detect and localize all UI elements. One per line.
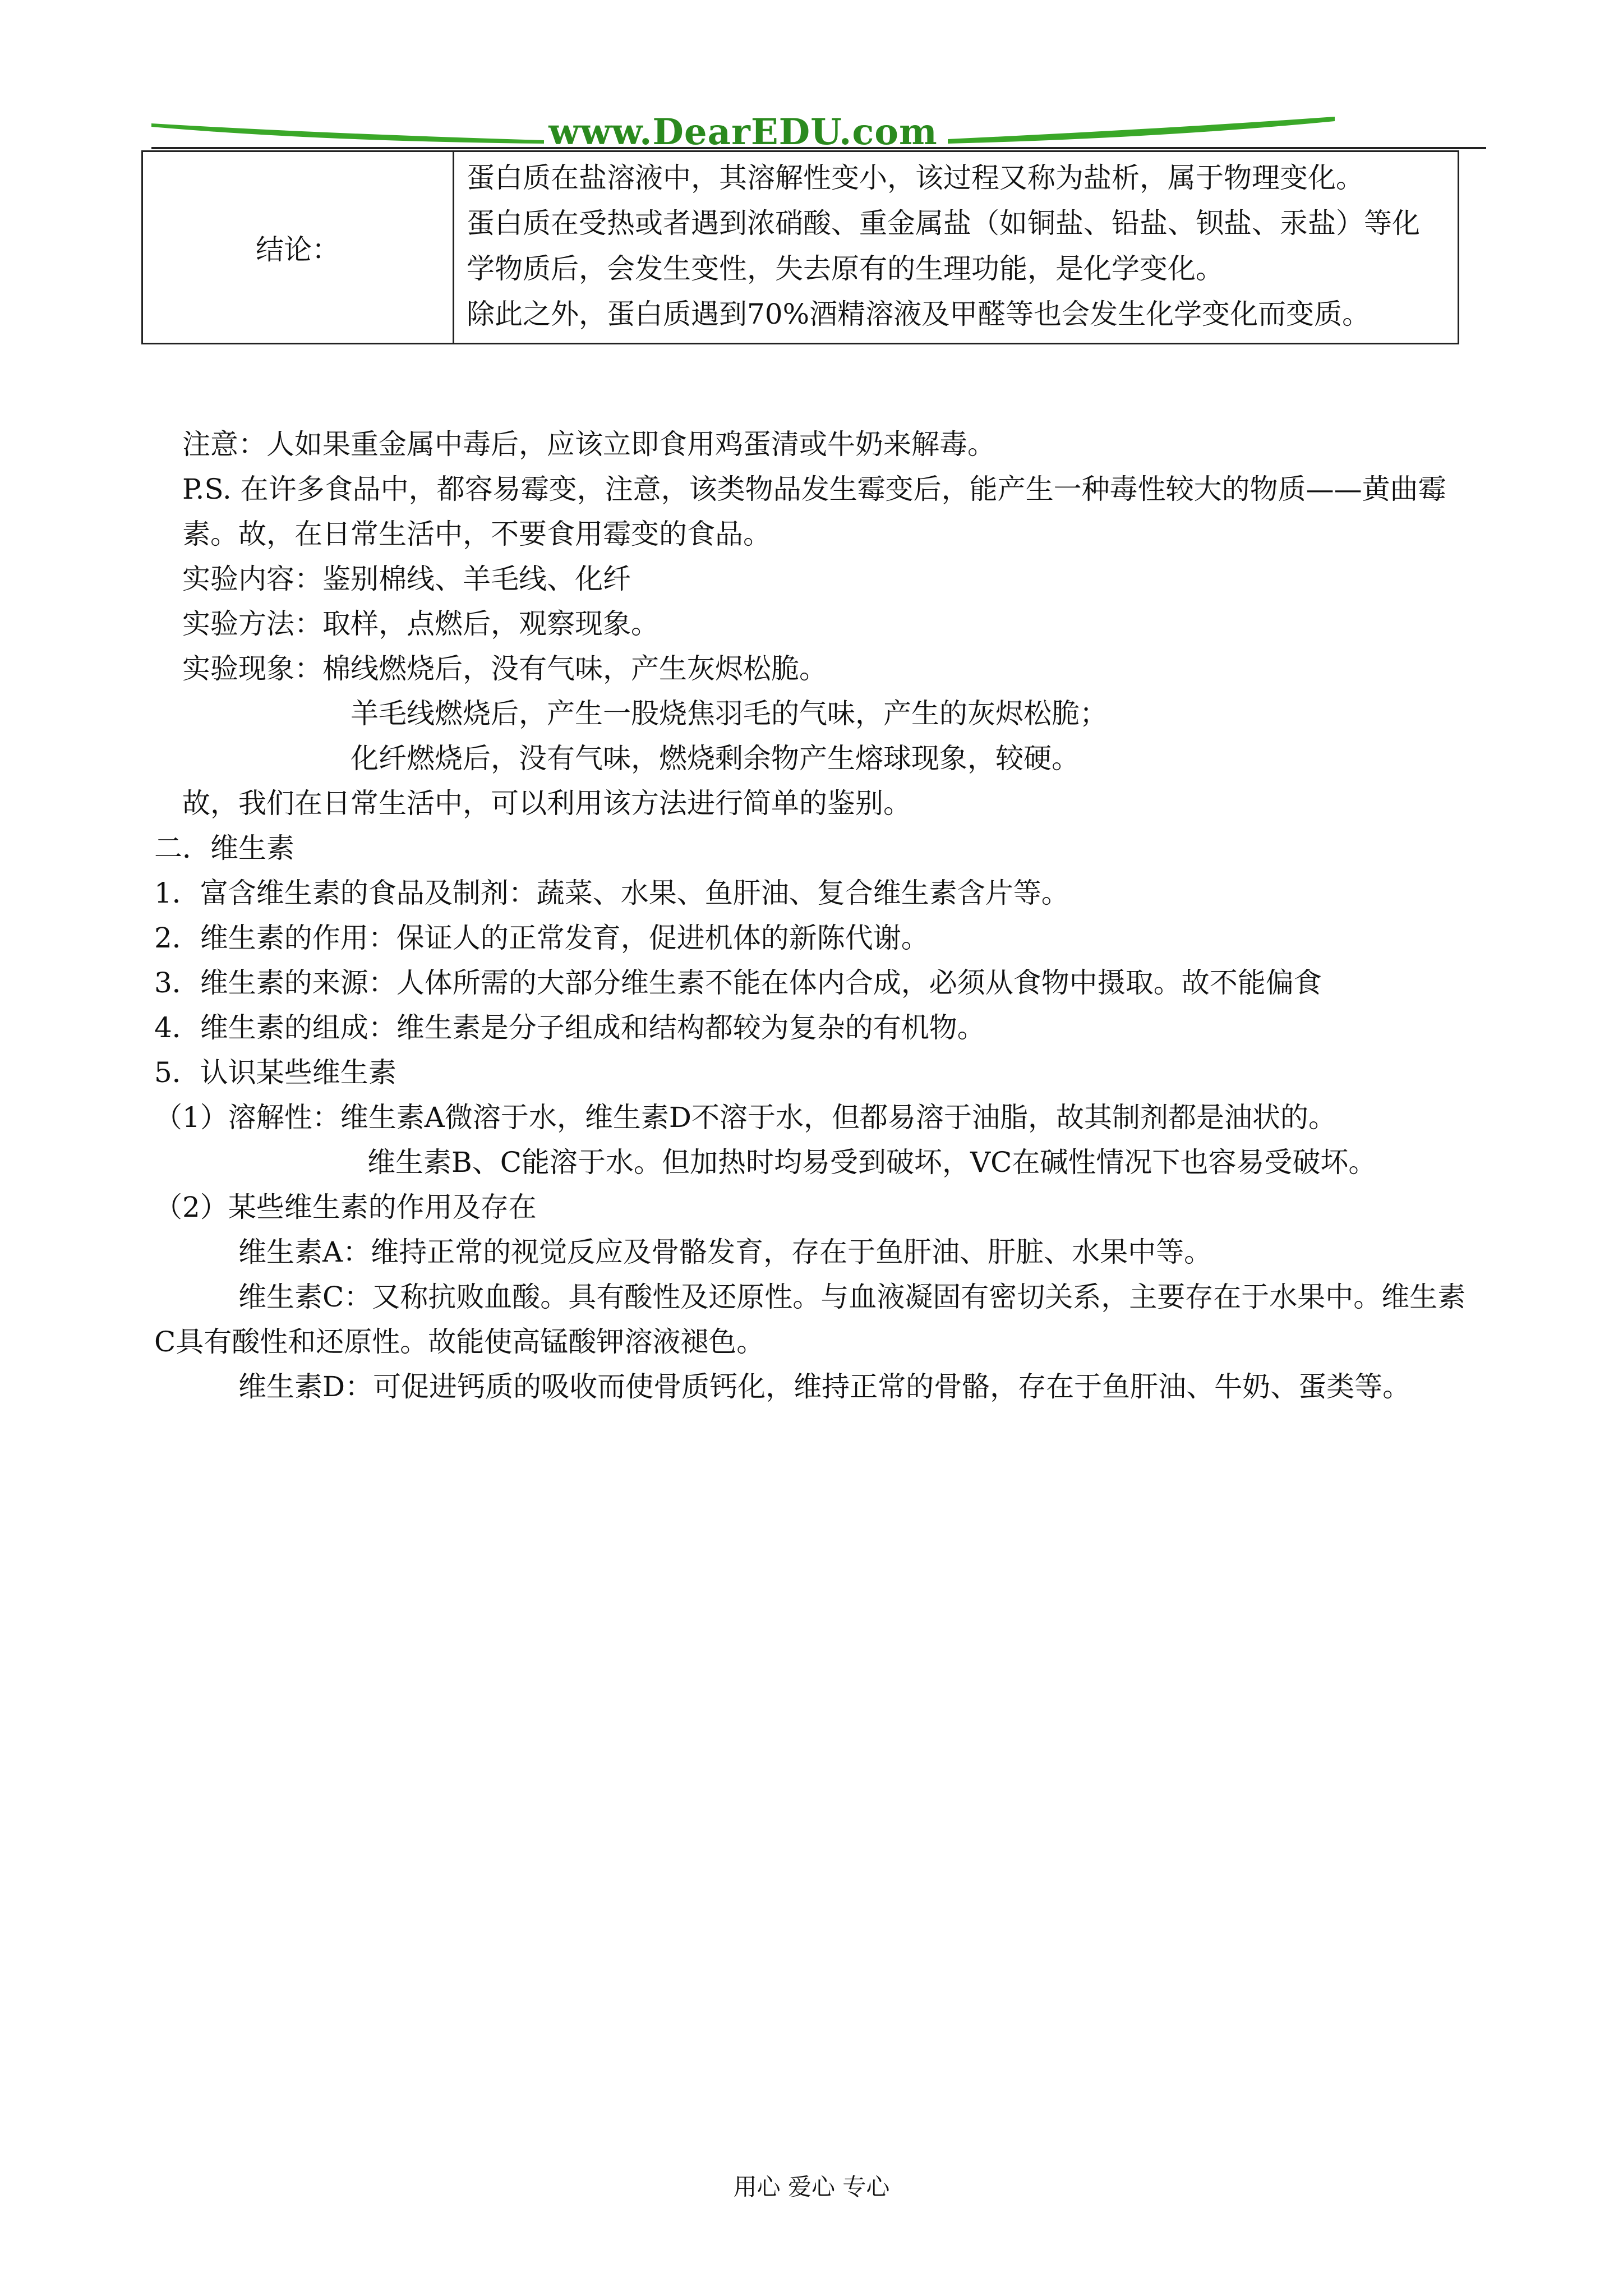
vitamin-d-paragraph: 维生素D：可促进钙质的吸收而使骨质钙化，维持正常的骨骼，存在于鱼肝油、牛奶、蛋类等。 <box>238 1370 1411 1403</box>
site-url: www.DearEDU.com <box>548 111 938 153</box>
list-item: 4．维生素的组成：维生素是分子组成和结构都较为复杂的有机物。 <box>154 1011 985 1044</box>
experiment-wool: 羊毛线燃烧后，产生一股烧焦羽毛的气味，产生的灰烬松脆； <box>351 697 1108 730</box>
ps-paragraph: P.S. 在许多食品中，都容易霉变，注意，该类物品发生霉变后，能产生一种毒性较大的物质——黄曲霉素。故，在日常生活中，不要食用霉变的食品。 <box>182 473 1446 550</box>
list-item: 5．认识某些维生素 <box>154 1056 396 1089</box>
experiment-method: 实验方法：取样，点燃后，观察现象。 <box>182 608 659 640</box>
list-item: 2．维生素的作用：保证人的正常发育，促进机体的新陈代谢。 <box>154 922 929 954</box>
list-item: 1．富含维生素的食品及制剂：蔬菜、水果、鱼肝油、复合维生素含片等。 <box>154 877 1069 909</box>
functions-heading: （2）某些维生素的作用及存在 <box>154 1191 537 1223</box>
experiment-conclusion: 故，我们在日常生活中，可以利用该方法进行简单的鉴别。 <box>182 787 911 820</box>
note-paragraph: 注意：人如果重金属中毒后，应该立即食用鸡蛋清或牛奶来解毒。 <box>182 428 995 461</box>
conclusion-line-1: 蛋白质在盐溶液中，其溶解性变小，该过程又称为盐析，属于物理变化。 <box>467 162 1364 194</box>
document-body <box>154 422 1483 1409</box>
list-item: 3．维生素的来源：人体所需的大部分维生素不能在体内合成，必须从食物中摄取。故不能偏食 <box>154 967 1322 999</box>
conclusion-line-3: 除此之外，蛋白质遇到70%酒精溶液及甲醛等也会发生化学变化而变质。 <box>467 298 1371 330</box>
header-divider <box>151 147 1486 149</box>
page-footer: 用心 爱心 专心 <box>733 2173 890 2201</box>
solubility-paragraph: （1）溶解性：维生素A微溶于水，维生素D不溶于水，但都易溶于油脂，故其制剂都是油状的。 <box>154 1101 1337 1134</box>
experiment-content: 实验内容：鉴别棉线、羊毛线、化纤 <box>182 563 631 595</box>
conclusion-label: 结论： <box>142 151 454 344</box>
experiment-fiber: 化纤燃烧后，没有气味，燃烧剩余物产生熔球现象，较硬。 <box>351 742 1080 775</box>
conclusion-line-2: 蛋白质在受热或者遇到浓硝酸、重金属盐（如铜盐、铅盐、钡盐、汞盐）等化学物质后，会发生变性，失去原有的生理功能，是化学变化。 <box>467 207 1420 285</box>
section-title-vitamins: 二．维生素 <box>154 832 294 864</box>
vitamin-a-paragraph: 维生素A：维持正常的视觉反应及骨骼发育，存在于鱼肝油、肝脏、水果中等。 <box>238 1236 1212 1268</box>
experiment-phenomenon: 实验现象：棉线燃烧后，没有气味，产生灰烬松脆。 <box>182 652 827 685</box>
conclusion-table <box>141 150 1459 344</box>
solubility-paragraph-b: 维生素B、C能溶于水。但加热时均易受到破坏，VC在碱性情况下也容易受破坏。 <box>367 1146 1377 1179</box>
vitamin-c-paragraph: 维生素C：又称抗败血酸。具有酸性及还原性。与血液凝固有密切关系，主要存在于水果中。维生素C具有酸性和还原性。故能使高锰酸钾溶液褪色。 <box>154 1281 1466 1358</box>
conclusion-content <box>454 151 1459 344</box>
